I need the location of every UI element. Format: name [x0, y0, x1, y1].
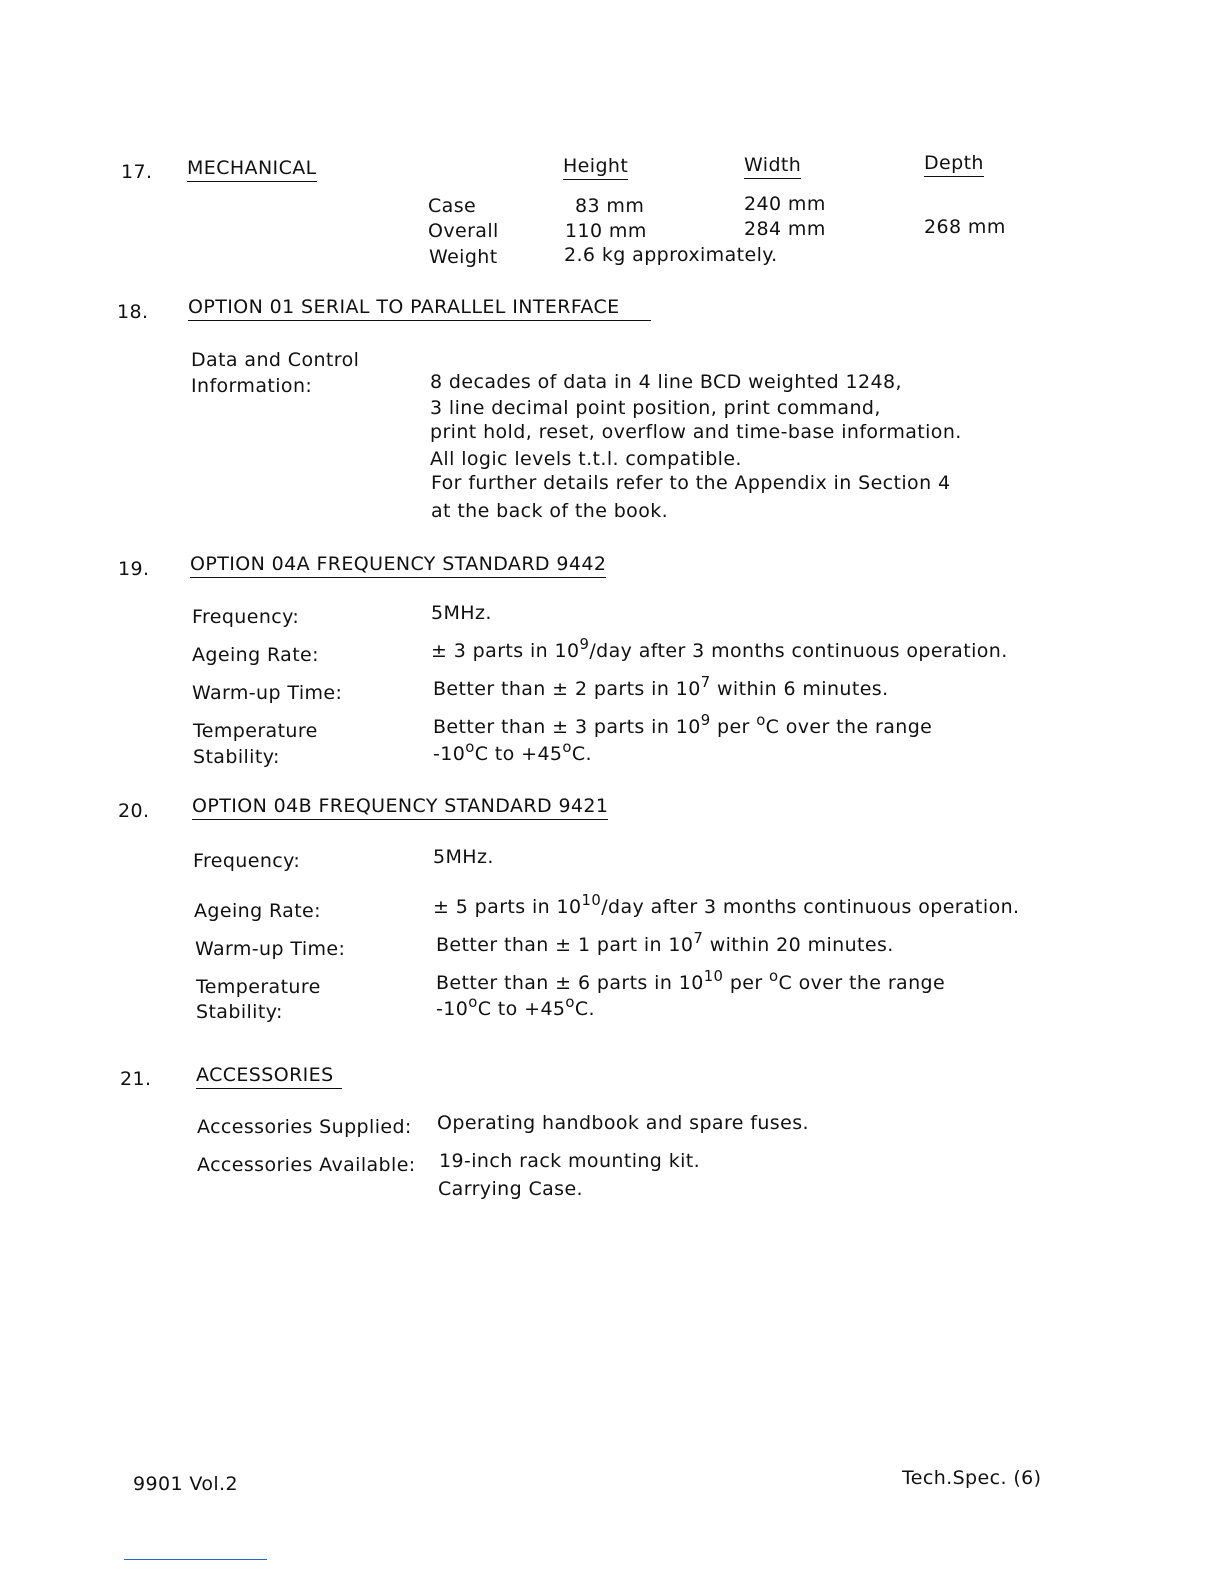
warmup-value-04a: Better than ± 2 parts in $10^7$ within 6 minutes.: [433, 673, 889, 700]
frequency-value-04b: 5MHz.: [433, 846, 494, 868]
accessories-available-line2: Carrying Case.: [438, 1178, 584, 1200]
case-width: 240 mm: [744, 193, 826, 215]
column-height-header: Height: [563, 157, 628, 180]
section-18-number: 18.: [117, 301, 149, 323]
interface-line-1: 8 decades of data in 4 line BCD weighted 1248,: [430, 371, 902, 393]
column-width-header: Width: [744, 156, 801, 179]
section-20-title: OPTION 04B FREQUENCY STANDARD 9421: [192, 797, 608, 820]
interface-line-4: All logic levels t.t.l. compatible.: [430, 448, 742, 470]
weight-value: 2.6 kg approximately.: [564, 244, 778, 266]
interface-label-line1: Data and Control: [191, 349, 360, 371]
temperature-range-04b: -10$^o$C to $+45^oC$.: [436, 993, 595, 1020]
accessories-available-label: Accessories Available:: [197, 1154, 416, 1176]
case-label: Case: [428, 195, 477, 217]
warmup-label-04b: Warm-up Time:: [195, 938, 346, 960]
temperature-label-04b: Temperature: [196, 976, 321, 998]
frequency-value-04a: 5MHz.: [431, 602, 492, 624]
bottom-rule: [124, 1559, 267, 1560]
overall-label: Overall: [428, 220, 499, 242]
temperature-range-04a: -10$^o$C to $+45^oC$.: [433, 738, 592, 765]
stability-label-04a: Stability:: [193, 746, 280, 768]
ageing-label-04a: Ageing Rate:: [192, 644, 319, 666]
interface-line-5: For further details refer to the Appendix in Section 4: [431, 472, 951, 494]
accessories-supplied-label: Accessories Supplied:: [197, 1116, 412, 1138]
stability-label-04b: Stability:: [196, 1001, 283, 1023]
frequency-label-04b: Frequency:: [193, 850, 301, 872]
interface-line-2: 3 line decimal point position, print command,: [430, 397, 881, 419]
temperature-value-04b: Better than ± 6 parts in $10^{10}$ per $^o$C over the range: [436, 967, 946, 994]
overall-height: 110 mm: [565, 220, 647, 242]
weight-label: Weight: [429, 246, 498, 268]
section-17-number: 17.: [121, 161, 153, 183]
interface-label-line2: Information:: [191, 375, 313, 397]
ageing-value-04b: ± 5 parts in $10^{10}$/day after 3 months continuous operation.: [433, 891, 1020, 918]
ageing-value-04a: ± 3 parts in $10^9$/day after 3 months continuous operation.: [431, 635, 1008, 662]
temperature-label-04a: Temperature: [193, 720, 318, 742]
section-20-number: 20.: [118, 800, 150, 822]
warmup-label-04a: Warm-up Time:: [192, 682, 343, 704]
overall-depth: 268 mm: [924, 216, 1006, 238]
section-19-number: 19.: [118, 558, 150, 580]
section-19-title: OPTION 04A FREQUENCY STANDARD 9442: [190, 555, 606, 578]
section-21-number: 21.: [120, 1068, 152, 1090]
column-depth-header: Depth: [924, 154, 984, 177]
overall-width: 284 mm: [744, 218, 826, 240]
section-17-title: MECHANICAL: [187, 159, 317, 182]
warmup-value-04b: Better than ± 1 part in $10^7$ within 20 minutes.: [436, 929, 894, 956]
accessories-supplied-value: Operating handbook and spare fuses.: [437, 1112, 809, 1134]
footer-page-label: Tech.Spec. (6): [902, 1467, 1042, 1489]
case-height: 83 mm: [575, 195, 645, 217]
interface-line-6: at the back of the book.: [431, 500, 669, 522]
ageing-label-04b: Ageing Rate:: [194, 900, 321, 922]
frequency-label-04a: Frequency:: [192, 606, 300, 628]
section-18-title: OPTION 01 SERIAL TO PARALLEL INTERFACE: [188, 298, 651, 321]
interface-line-3: print hold, reset, overflow and time-base information.: [430, 421, 962, 443]
accessories-available-line1: 19-inch rack mounting kit.: [439, 1150, 701, 1172]
section-21-title: ACCESSORIES: [196, 1066, 342, 1089]
temperature-value-04a: Better than ± 3 parts in $10^9$ per $^o$C over the range: [433, 711, 933, 738]
footer-document-id: 9901 Vol.2: [133, 1473, 238, 1495]
